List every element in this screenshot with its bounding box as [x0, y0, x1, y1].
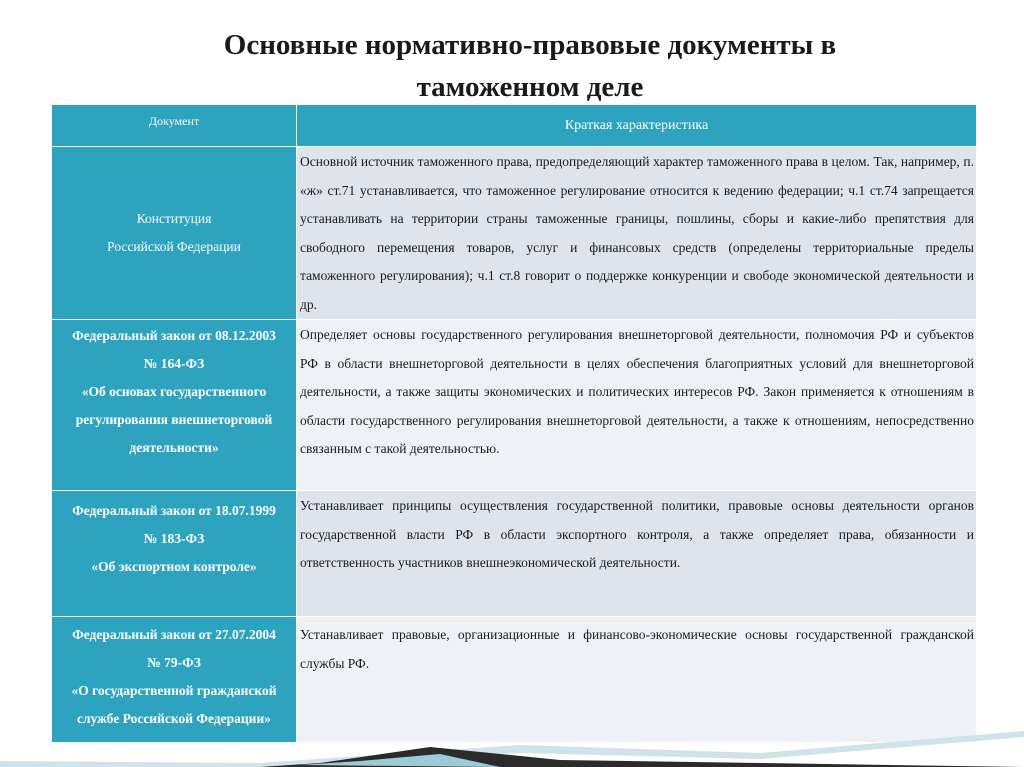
document-line: деятельности» [129, 440, 219, 455]
documents-table [51, 104, 977, 743]
document-cell [52, 320, 297, 491]
slide-title-line-2: таможенном деле [416, 71, 644, 103]
description-cell: Основной источник таможенного права, предопределяющий характер таможенного права в целом. Так, например, п. «ж» ст.71 устанавливается, что таможенное регулирование относится к ведению федерации; ч.1 ст.74 запрещается устанавливать на территории страны таможенные границы, пошлины, сборы и какие-либо препятствия для свободного перемещения товаров, услуг и финансовых средств (определены территориальные пределы таможенного регулирования); ч.1 ст.8 говорит о поддержке конкуренции и свободе экономической деятельности и др. [297, 147, 977, 320]
table-header-row [52, 105, 977, 147]
document-cell [52, 491, 297, 617]
decorative-swoosh [0, 727, 1024, 767]
document-line: № 183-ФЗ [143, 531, 205, 546]
header-description: Краткая характеристика [297, 105, 977, 147]
document-line: «Об экспортном контроле» [91, 559, 257, 574]
table-row [52, 617, 977, 743]
document-line: «Об основах государственного [81, 384, 267, 399]
slide-title-line-1: Основные нормативно-правовые документы в [223, 29, 837, 61]
document-line: регулирования внешнеторговой [75, 412, 273, 427]
document-line: службе Российской Федерации» [77, 711, 271, 726]
table-row [52, 147, 977, 320]
document-line: № 79-ФЗ [147, 655, 201, 670]
document-line: Федеральный закон от 18.07.1999 [72, 503, 276, 518]
document-line: Федеральный закон от 08.12.2003 [72, 328, 276, 343]
description-cell: Определяет основы государственного регулирования внешнеторговой деятельности, полномочия РФ и субъектов РФ в области внешнеторговой деятельности в целях обеспечения благоприятных условий для внешнеторговой деятельности, а также защиты экономических и политических интересов РФ. Закон применяется к отношениям в области государственного регулирования внешнеторговой деятельности, а также к отношениям, непосредственно связанным с такой деятельностью. [297, 320, 977, 491]
document-cell [52, 147, 297, 320]
table-row [52, 491, 977, 617]
header-document: Документ [52, 105, 297, 147]
description-cell: Устанавливает принципы осуществления государственной политики, правовые основы деятельности органов государственной власти РФ в области экспортного контроля, а также определяет права, обязанности и ответственность участников внешнеэкономической деятельности. [297, 491, 977, 617]
document-cell [52, 617, 297, 743]
document-line: Федеральный закон от 27.07.2004 [72, 627, 276, 642]
document-line: Конституция [136, 211, 212, 226]
document-line: № 164-ФЗ [143, 356, 205, 371]
description-cell: Устанавливает правовые, организационные и финансово-экономические основы государственной гражданской службы РФ. [297, 617, 977, 743]
slide-title [150, 24, 910, 108]
table-row [52, 320, 977, 491]
document-line: Российской Федерации [107, 239, 241, 254]
document-line: «О государственной гражданской [71, 683, 277, 698]
